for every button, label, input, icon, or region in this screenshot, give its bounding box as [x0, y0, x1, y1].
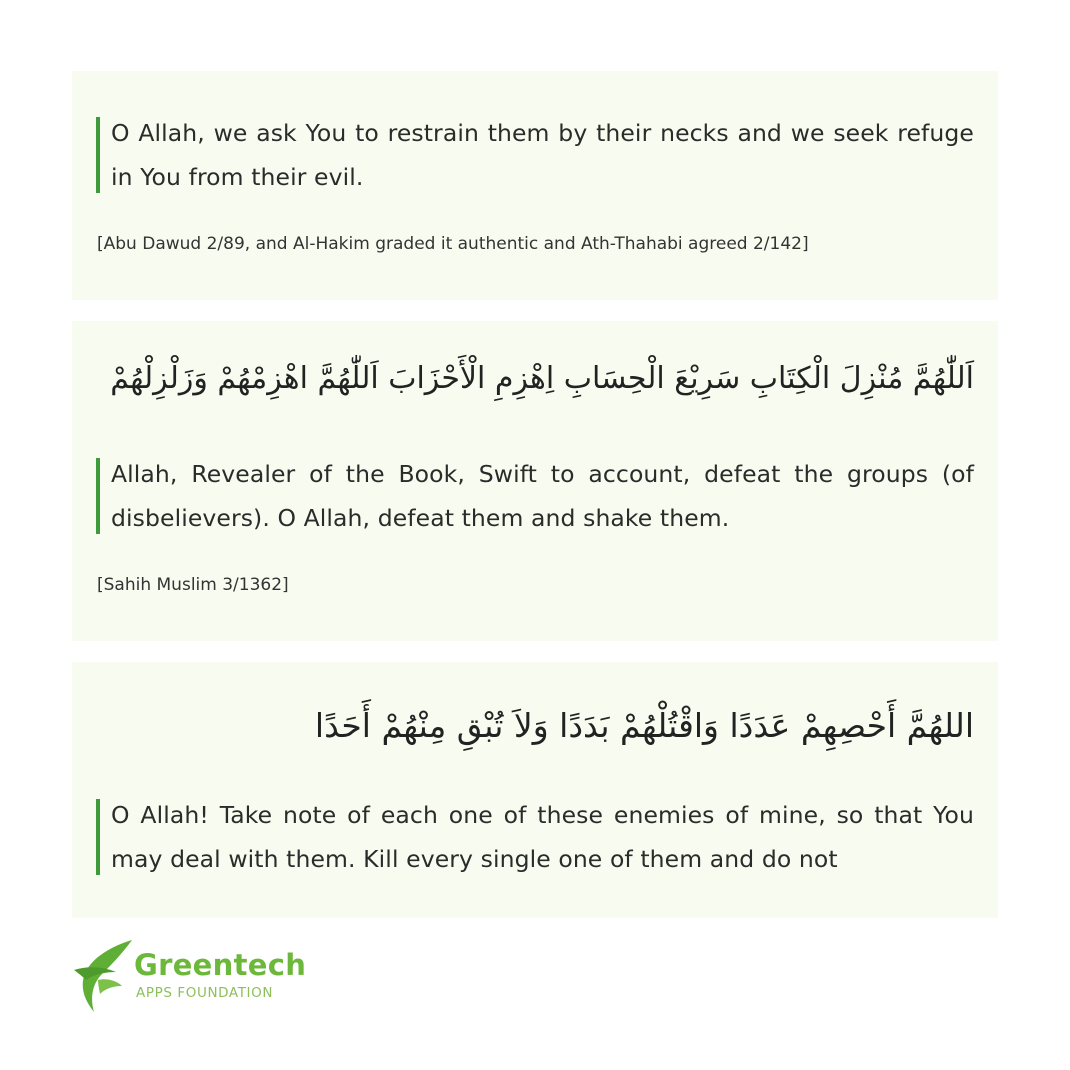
- brand-subtitle: APPS FOUNDATION: [136, 985, 274, 1001]
- translation-label: O Allah! Take note of each one of these enemies of mine, so that You may deal with them. Kill every single one of them and do not: [111, 801, 974, 873]
- translation-label: Allah, Revealer of the Book, Swift to account, defeat the groups (of disbelievers). O Allah, defeat them and shake them.: [111, 460, 974, 532]
- source-reference: [Sahih Muslim 3/1362]: [97, 575, 289, 595]
- translation-label: O Allah, we ask You to restrain them by their necks and we seek refuge in You from their evil.: [111, 119, 974, 191]
- arabic-text: اَللّٰهُمَّ مُنْزِلَ الْكِتَابِ سَرِيْعَ الْحِسَابِ اِهْزِمِ الْأَحْزَابَ اَللّٰهُمَّ اهْزِمْهُمْ وَزَلْزِلْهُمْ: [110, 361, 974, 396]
- translation-text: [96, 452, 974, 540]
- accent-bar: [96, 799, 100, 875]
- greentech-logo: [72, 936, 332, 1016]
- accent-bar: [96, 458, 100, 534]
- leaf-swirl-icon: [72, 936, 136, 1016]
- source-reference: [Abu Dawud 2/89, and Al-Hakim graded it authentic and Ath-Thahabi agreed 2/142]: [97, 234, 809, 254]
- accent-bar: [96, 117, 100, 193]
- dua-card-2: [72, 321, 998, 641]
- dua-card-3: [72, 662, 998, 918]
- brand-name: Greentech: [134, 948, 307, 982]
- arabic-text: اللهُمَّ أَحْصِهِمْ عَدَدًا وَاقْتُلْهُمْ بَدَدًا وَلاَ تُبْقِ مِنْهُمْ أَحَدًا: [314, 706, 974, 745]
- dua-card-1: [72, 71, 998, 300]
- translation-text: [96, 793, 974, 881]
- translation-text: [96, 111, 974, 199]
